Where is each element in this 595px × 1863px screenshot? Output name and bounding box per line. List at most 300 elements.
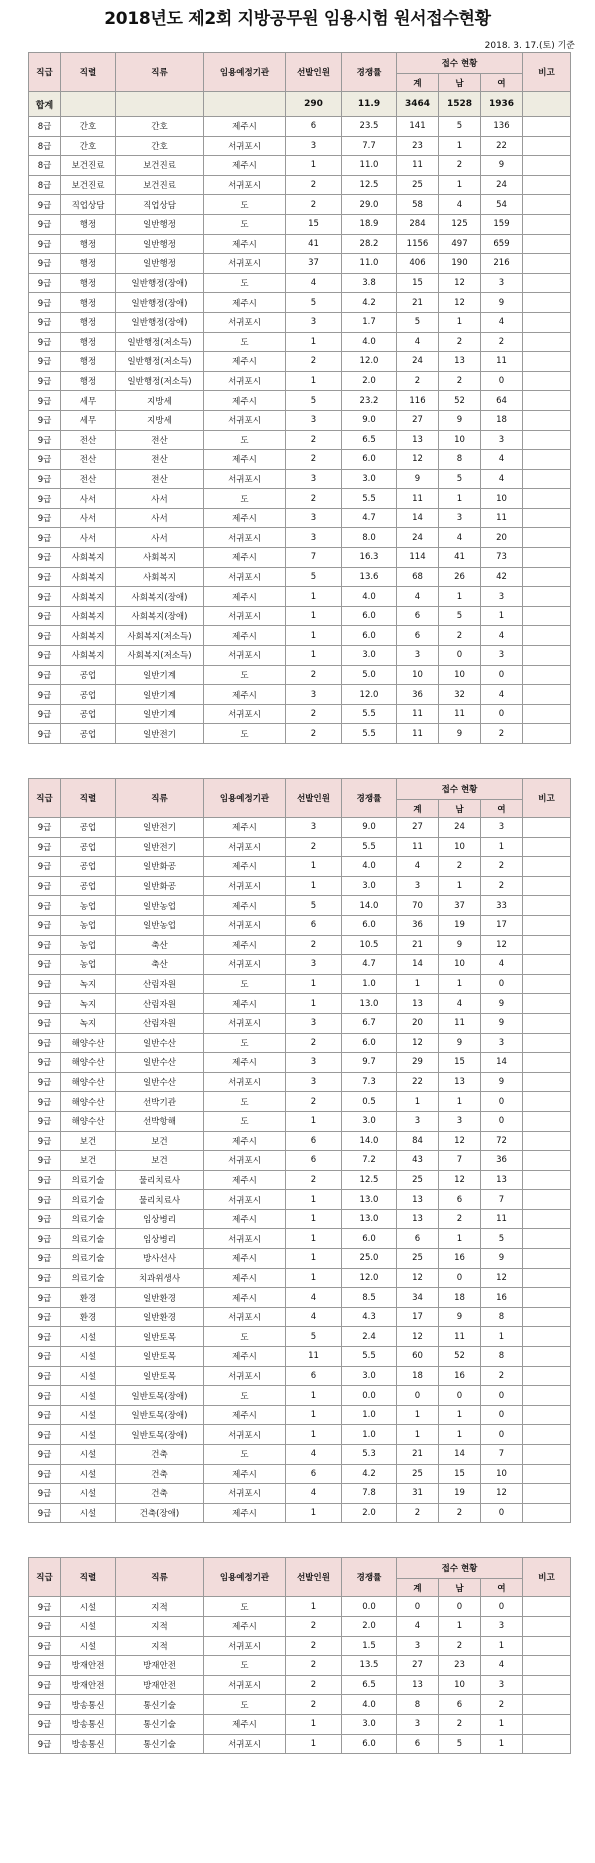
cell-female: 4 bbox=[481, 450, 523, 470]
cell-type: 지방세 bbox=[116, 391, 204, 411]
cell-female: 659 bbox=[481, 234, 523, 254]
cell-type: 보건진료 bbox=[116, 175, 204, 195]
cell-type: 일반토목(장애) bbox=[116, 1386, 204, 1406]
section-gap bbox=[0, 744, 595, 778]
cell-quota: 1 bbox=[286, 606, 342, 626]
table-row bbox=[29, 896, 571, 916]
table-row bbox=[29, 273, 571, 293]
cell-female: 0 bbox=[481, 1503, 523, 1523]
table-row bbox=[29, 587, 571, 607]
cell-grade: 9급 bbox=[29, 955, 61, 975]
cell-total: 36 bbox=[397, 915, 439, 935]
table-row bbox=[29, 1053, 571, 1073]
cell-quota: 2 bbox=[286, 665, 342, 685]
cell-ratio: 25.0 bbox=[342, 1249, 397, 1269]
cell-total: 29 bbox=[397, 1053, 439, 1073]
header-agency: 임용예정기관 bbox=[204, 1558, 286, 1597]
cell-grade: 9급 bbox=[29, 548, 61, 568]
cell-agency: 제주시 bbox=[204, 818, 286, 838]
cell-ratio: 12.5 bbox=[342, 1170, 397, 1190]
cell-female: 136 bbox=[481, 117, 523, 137]
cell-agency: 도 bbox=[204, 1111, 286, 1131]
table-row bbox=[29, 1464, 571, 1484]
table-row bbox=[29, 293, 571, 313]
cell-note bbox=[523, 1033, 571, 1053]
cell-quota: 3 bbox=[286, 508, 342, 528]
cell-grade: 9급 bbox=[29, 1249, 61, 1269]
cell-agency: 제주시 bbox=[204, 626, 286, 646]
cell-grade: 9급 bbox=[29, 626, 61, 646]
cell-grade: 9급 bbox=[29, 857, 61, 877]
cell-note bbox=[523, 312, 571, 332]
cell-series: 보건진료 bbox=[61, 156, 116, 176]
cell-ratio: 6.0 bbox=[342, 450, 397, 470]
cell-series: 농업 bbox=[61, 955, 116, 975]
cell-male: 0 bbox=[439, 1268, 481, 1288]
table-row bbox=[29, 704, 571, 724]
cell-male: 1 bbox=[439, 1092, 481, 1112]
cell-note bbox=[523, 332, 571, 352]
cell-series: 공업 bbox=[61, 837, 116, 857]
cell-ratio: 12.5 bbox=[342, 175, 397, 195]
cell-grade: 9급 bbox=[29, 1405, 61, 1425]
cell-type: 일반행정(저소득) bbox=[116, 352, 204, 372]
cell-male: 9 bbox=[439, 724, 481, 744]
header-ratio: 경쟁률 bbox=[342, 779, 397, 818]
cell-type: 일반행정(장애) bbox=[116, 312, 204, 332]
cell-note bbox=[523, 587, 571, 607]
cell-total: 2 bbox=[397, 371, 439, 391]
cell-male: 13 bbox=[439, 352, 481, 372]
cell-total: 18 bbox=[397, 1366, 439, 1386]
cell-female: 3 bbox=[481, 1616, 523, 1636]
cell-total: 6 bbox=[397, 1229, 439, 1249]
cell-male: 1 bbox=[439, 1425, 481, 1445]
table-row bbox=[29, 1347, 571, 1367]
cell-male: 1 bbox=[439, 974, 481, 994]
cell-total: 11 bbox=[397, 704, 439, 724]
cell-series: 방재안전 bbox=[61, 1675, 116, 1695]
cell-series: 직업상담 bbox=[61, 195, 116, 215]
table-row bbox=[29, 685, 571, 705]
cell-series: 간호 bbox=[61, 117, 116, 137]
cell-grade: 9급 bbox=[29, 469, 61, 489]
cell-quota: 3 bbox=[286, 818, 342, 838]
cell-total: 13 bbox=[397, 994, 439, 1014]
cell-total: 0 bbox=[397, 1597, 439, 1617]
cell-quota: 6 bbox=[286, 1366, 342, 1386]
cell-note bbox=[523, 1464, 571, 1484]
table-row bbox=[29, 332, 571, 352]
cell-male: 5 bbox=[439, 606, 481, 626]
cell-ratio: 6.0 bbox=[342, 606, 397, 626]
cell-series: 공업 bbox=[61, 665, 116, 685]
header-reception: 접수 현황 bbox=[397, 53, 523, 74]
cell-female: 3 bbox=[481, 430, 523, 450]
cell-type: 일반토목 bbox=[116, 1327, 204, 1347]
cell-note bbox=[523, 685, 571, 705]
cell-quota: 3 bbox=[286, 1072, 342, 1092]
cell-ratio: 11.0 bbox=[342, 156, 397, 176]
cell-series: 보건 bbox=[61, 1131, 116, 1151]
cell-male: 2 bbox=[439, 1209, 481, 1229]
cell-total: 141 bbox=[397, 117, 439, 137]
table-row bbox=[29, 876, 571, 896]
table-row bbox=[29, 1386, 571, 1406]
cell-total: 21 bbox=[397, 935, 439, 955]
cell-total: 14 bbox=[397, 508, 439, 528]
cell-series: 농업 bbox=[61, 915, 116, 935]
cell-male: 6 bbox=[439, 1190, 481, 1210]
cell-grade: 9급 bbox=[29, 234, 61, 254]
cell-male: 41 bbox=[439, 548, 481, 568]
cell-grade: 9급 bbox=[29, 587, 61, 607]
cell-quota: 4 bbox=[286, 1288, 342, 1308]
cell-quota: 1 bbox=[286, 1405, 342, 1425]
cell-female: 1 bbox=[481, 1327, 523, 1347]
cell-type: 방재안전 bbox=[116, 1656, 204, 1676]
cell-agency: 서귀포시 bbox=[204, 371, 286, 391]
page-title: 2018년도 제2회 지방공무원 임용시험 원서접수현황 bbox=[104, 9, 491, 29]
cell-series: 의료기술 bbox=[61, 1209, 116, 1229]
cell-ratio: 4.0 bbox=[342, 857, 397, 877]
cell-type: 축산 bbox=[116, 955, 204, 975]
cell-type: 일반농업 bbox=[116, 896, 204, 916]
cell-agency: 서귀포시 bbox=[204, 469, 286, 489]
cell-note bbox=[523, 1072, 571, 1092]
cell-female: 0 bbox=[481, 1386, 523, 1406]
cell-note bbox=[523, 994, 571, 1014]
cell-note bbox=[523, 1386, 571, 1406]
cell-series: 사회복지 bbox=[61, 626, 116, 646]
cell-grade: 9급 bbox=[29, 606, 61, 626]
header-quota: 선발인원 bbox=[286, 53, 342, 92]
cell-quota: 1 bbox=[286, 1111, 342, 1131]
cell-male: 1 bbox=[439, 876, 481, 896]
table-row bbox=[29, 1013, 571, 1033]
cell-total: 68 bbox=[397, 567, 439, 587]
cell-male: 2 bbox=[439, 332, 481, 352]
cell-female: 2 bbox=[481, 857, 523, 877]
cell-total: 24 bbox=[397, 528, 439, 548]
cell-quota: 11 bbox=[286, 1347, 342, 1367]
cell-total: 60 bbox=[397, 1347, 439, 1367]
cell-male: 2 bbox=[439, 156, 481, 176]
cell-note bbox=[523, 626, 571, 646]
cell-female: 0 bbox=[481, 1111, 523, 1131]
cell-female: 9 bbox=[481, 156, 523, 176]
cell-series: 환경 bbox=[61, 1288, 116, 1308]
cell-note bbox=[523, 528, 571, 548]
header-ratio: 경쟁률 bbox=[342, 53, 397, 92]
cell-quota: 6 bbox=[286, 1464, 342, 1484]
cell-total: 12 bbox=[397, 1268, 439, 1288]
cell-ratio: 2.0 bbox=[342, 371, 397, 391]
cell-agency: 제주시 bbox=[204, 935, 286, 955]
cell-ratio: 13.0 bbox=[342, 1209, 397, 1229]
cell-agency: 서귀포시 bbox=[204, 1307, 286, 1327]
cell-agency: 제주시 bbox=[204, 994, 286, 1014]
cell-male: 9 bbox=[439, 410, 481, 430]
cell-agency: 제주시 bbox=[204, 1249, 286, 1269]
cell-male: 15 bbox=[439, 1053, 481, 1073]
table-row bbox=[29, 1249, 571, 1269]
cell-series: 공업 bbox=[61, 818, 116, 838]
cell-grade: 9급 bbox=[29, 1616, 61, 1636]
cell-agency: 서귀포시 bbox=[204, 1734, 286, 1754]
cell-total: 11 bbox=[397, 837, 439, 857]
cell-series: 시설 bbox=[61, 1445, 116, 1465]
cell-female: 1 bbox=[481, 837, 523, 857]
cell-series: 방재안전 bbox=[61, 1656, 116, 1676]
cell-series: 해양수산 bbox=[61, 1111, 116, 1131]
cell-grade: 9급 bbox=[29, 1503, 61, 1523]
cell-grade: 9급 bbox=[29, 1170, 61, 1190]
cell-total: 5 bbox=[397, 312, 439, 332]
header-quota: 선발인원 bbox=[286, 779, 342, 818]
cell-series: 사서 bbox=[61, 489, 116, 509]
cell-grade: 9급 bbox=[29, 724, 61, 744]
cell-male: 32 bbox=[439, 685, 481, 705]
date-note: 2018. 3. 17.(토) 기준 bbox=[484, 41, 575, 51]
cell-grade: 8급 bbox=[29, 136, 61, 156]
cell-type: 일반전기 bbox=[116, 818, 204, 838]
cell-note bbox=[523, 1327, 571, 1347]
cell-note bbox=[523, 1307, 571, 1327]
cell-male: 4 bbox=[439, 195, 481, 215]
cell-total: 3 bbox=[397, 1636, 439, 1656]
cell-type: 방재안전 bbox=[116, 1675, 204, 1695]
cell-male: 2 bbox=[439, 371, 481, 391]
cell-male: 4 bbox=[439, 994, 481, 1014]
cell-agency: 제주시 bbox=[204, 1288, 286, 1308]
cell-ratio: 6.0 bbox=[342, 626, 397, 646]
cell-female: 3 bbox=[481, 646, 523, 666]
cell-ratio: 28.2 bbox=[342, 234, 397, 254]
cell-series: 행정 bbox=[61, 371, 116, 391]
cell-series: 공업 bbox=[61, 876, 116, 896]
cell-ratio: 16.3 bbox=[342, 548, 397, 568]
cell-agency: 도 bbox=[204, 1597, 286, 1617]
cell-ratio: 5.5 bbox=[342, 837, 397, 857]
cell-female: 22 bbox=[481, 136, 523, 156]
cell-quota: 1 bbox=[286, 626, 342, 646]
cell-grade: 9급 bbox=[29, 195, 61, 215]
cell-grade: 9급 bbox=[29, 1092, 61, 1112]
cell-agency: 서귀포시 bbox=[204, 646, 286, 666]
cell-grade: 9급 bbox=[29, 818, 61, 838]
cell-ratio: 4.2 bbox=[342, 293, 397, 313]
cell-series: 사회복지 bbox=[61, 567, 116, 587]
cell-type: 일반환경 bbox=[116, 1288, 204, 1308]
cell-female: 11 bbox=[481, 1209, 523, 1229]
cell-total: 8 bbox=[397, 1695, 439, 1715]
cell-grade: 9급 bbox=[29, 915, 61, 935]
cell-total: 58 bbox=[397, 195, 439, 215]
table-row bbox=[29, 837, 571, 857]
cell-ratio: 3.0 bbox=[342, 646, 397, 666]
table-row bbox=[29, 430, 571, 450]
cell-type: 보건진료 bbox=[116, 156, 204, 176]
cell-type: 일반토목(장애) bbox=[116, 1425, 204, 1445]
cell-total: 3 bbox=[397, 1111, 439, 1131]
cell-total: 14 bbox=[397, 955, 439, 975]
cell-ratio: 5.5 bbox=[342, 704, 397, 724]
cell-note bbox=[523, 234, 571, 254]
cell-agency: 서귀포시 bbox=[204, 606, 286, 626]
cell-ratio: 13.0 bbox=[342, 1190, 397, 1210]
cell-grade: 9급 bbox=[29, 410, 61, 430]
cell-male: 125 bbox=[439, 214, 481, 234]
cell-female: 2 bbox=[481, 1366, 523, 1386]
cell-type: 산림자원 bbox=[116, 1013, 204, 1033]
cell-type: 일반수산 bbox=[116, 1033, 204, 1053]
table-row bbox=[29, 508, 571, 528]
cell-note bbox=[523, 724, 571, 744]
cell-total: 406 bbox=[397, 254, 439, 274]
cell-type: 통신기술 bbox=[116, 1714, 204, 1734]
cell-ratio: 4.0 bbox=[342, 1695, 397, 1715]
cell-grade: 9급 bbox=[29, 704, 61, 724]
cell-grade: 9급 bbox=[29, 994, 61, 1014]
cell-male: 0 bbox=[439, 1597, 481, 1617]
cell-quota: 1 bbox=[286, 332, 342, 352]
cell-type: 일반농업 bbox=[116, 915, 204, 935]
cell-series: 녹지 bbox=[61, 1013, 116, 1033]
cell-male: 2 bbox=[439, 1503, 481, 1523]
cell-grade: 9급 bbox=[29, 646, 61, 666]
cell-series: 세무 bbox=[61, 410, 116, 430]
cell-quota: 2 bbox=[286, 1170, 342, 1190]
cell-grade: 9급 bbox=[29, 1425, 61, 1445]
cell-male: 10 bbox=[439, 837, 481, 857]
cell-female: 42 bbox=[481, 567, 523, 587]
cell-ratio: 8.5 bbox=[342, 1288, 397, 1308]
cell-type: 일반수산 bbox=[116, 1053, 204, 1073]
header-reception: 접수 현황 bbox=[397, 1558, 523, 1579]
cell-series: 보건 bbox=[61, 1151, 116, 1171]
cell-type: 일반기계 bbox=[116, 704, 204, 724]
cell-note bbox=[523, 1151, 571, 1171]
cell-ratio: 23.5 bbox=[342, 117, 397, 137]
cell-series: 방송통신 bbox=[61, 1734, 116, 1754]
cell-grade: 9급 bbox=[29, 273, 61, 293]
cell-grade: 9급 bbox=[29, 1484, 61, 1504]
cell-series: 시설 bbox=[61, 1636, 116, 1656]
cell-agency: 도 bbox=[204, 724, 286, 744]
cell-quota: 2 bbox=[286, 352, 342, 372]
cell-note bbox=[523, 1347, 571, 1367]
total-quota: 290 bbox=[286, 92, 342, 117]
cell-note bbox=[523, 876, 571, 896]
cell-male: 9 bbox=[439, 1033, 481, 1053]
cell-note bbox=[523, 352, 571, 372]
cell-note bbox=[523, 1209, 571, 1229]
total-label: 합계 bbox=[29, 92, 61, 117]
cell-series: 세무 bbox=[61, 391, 116, 411]
table-row bbox=[29, 935, 571, 955]
cell-agency: 서귀포시 bbox=[204, 136, 286, 156]
cell-female: 3 bbox=[481, 587, 523, 607]
cell-female: 216 bbox=[481, 254, 523, 274]
cell-female: 4 bbox=[481, 469, 523, 489]
cell-agency: 제주시 bbox=[204, 857, 286, 877]
cell-agency: 서귀포시 bbox=[204, 1484, 286, 1504]
cell-female: 1 bbox=[481, 606, 523, 626]
cell-quota: 3 bbox=[286, 528, 342, 548]
cell-quota: 5 bbox=[286, 391, 342, 411]
cell-quota: 41 bbox=[286, 234, 342, 254]
cell-note bbox=[523, 548, 571, 568]
cell-grade: 9급 bbox=[29, 312, 61, 332]
cell-female: 8 bbox=[481, 1307, 523, 1327]
cell-series: 의료기술 bbox=[61, 1170, 116, 1190]
cell-ratio: 5.5 bbox=[342, 1347, 397, 1367]
cell-total: 0 bbox=[397, 1386, 439, 1406]
cell-grade: 9급 bbox=[29, 1597, 61, 1617]
cell-agency: 제주시 bbox=[204, 117, 286, 137]
header-type: 직류 bbox=[116, 779, 204, 818]
table-row bbox=[29, 1288, 571, 1308]
cell-series: 사회복지 bbox=[61, 548, 116, 568]
cell-female: 159 bbox=[481, 214, 523, 234]
header-series: 직렬 bbox=[61, 779, 116, 818]
cell-grade: 9급 bbox=[29, 508, 61, 528]
cell-type: 사회복지 bbox=[116, 548, 204, 568]
cell-ratio: 2.4 bbox=[342, 1327, 397, 1347]
table-row bbox=[29, 548, 571, 568]
cell-female: 12 bbox=[481, 1484, 523, 1504]
cell-ratio: 4.0 bbox=[342, 587, 397, 607]
cell-ratio: 9.0 bbox=[342, 818, 397, 838]
cell-quota: 1 bbox=[286, 1190, 342, 1210]
cell-female: 0 bbox=[481, 1597, 523, 1617]
cell-ratio: 9.7 bbox=[342, 1053, 397, 1073]
cell-note bbox=[523, 1366, 571, 1386]
cell-total: 21 bbox=[397, 293, 439, 313]
cell-grade: 9급 bbox=[29, 1327, 61, 1347]
cell-agency: 제주시 bbox=[204, 1464, 286, 1484]
cell-agency: 도 bbox=[204, 489, 286, 509]
cell-ratio: 1.0 bbox=[342, 974, 397, 994]
cell-series: 사회복지 bbox=[61, 587, 116, 607]
cell-grade: 9급 bbox=[29, 528, 61, 548]
cell-total: 31 bbox=[397, 1484, 439, 1504]
cell-grade: 9급 bbox=[29, 1307, 61, 1327]
cell-series: 행정 bbox=[61, 312, 116, 332]
reception-table bbox=[28, 778, 571, 1523]
cell-grade: 9급 bbox=[29, 1053, 61, 1073]
cell-grade: 9급 bbox=[29, 1714, 61, 1734]
cell-series: 간호 bbox=[61, 136, 116, 156]
cell-quota: 5 bbox=[286, 1327, 342, 1347]
cell-note bbox=[523, 1249, 571, 1269]
cell-female: 18 bbox=[481, 410, 523, 430]
cell-series: 시설 bbox=[61, 1405, 116, 1425]
cell-ratio: 3.0 bbox=[342, 1111, 397, 1131]
cell-quota: 1 bbox=[286, 156, 342, 176]
cell-agency: 제주시 bbox=[204, 1268, 286, 1288]
cell-note bbox=[523, 254, 571, 274]
total-female: 1936 bbox=[481, 92, 523, 117]
cell-quota: 2 bbox=[286, 450, 342, 470]
cell-quota: 15 bbox=[286, 214, 342, 234]
total-male: 1528 bbox=[439, 92, 481, 117]
cell-note bbox=[523, 489, 571, 509]
cell-ratio: 4.0 bbox=[342, 332, 397, 352]
cell-note bbox=[523, 175, 571, 195]
cell-note bbox=[523, 156, 571, 176]
